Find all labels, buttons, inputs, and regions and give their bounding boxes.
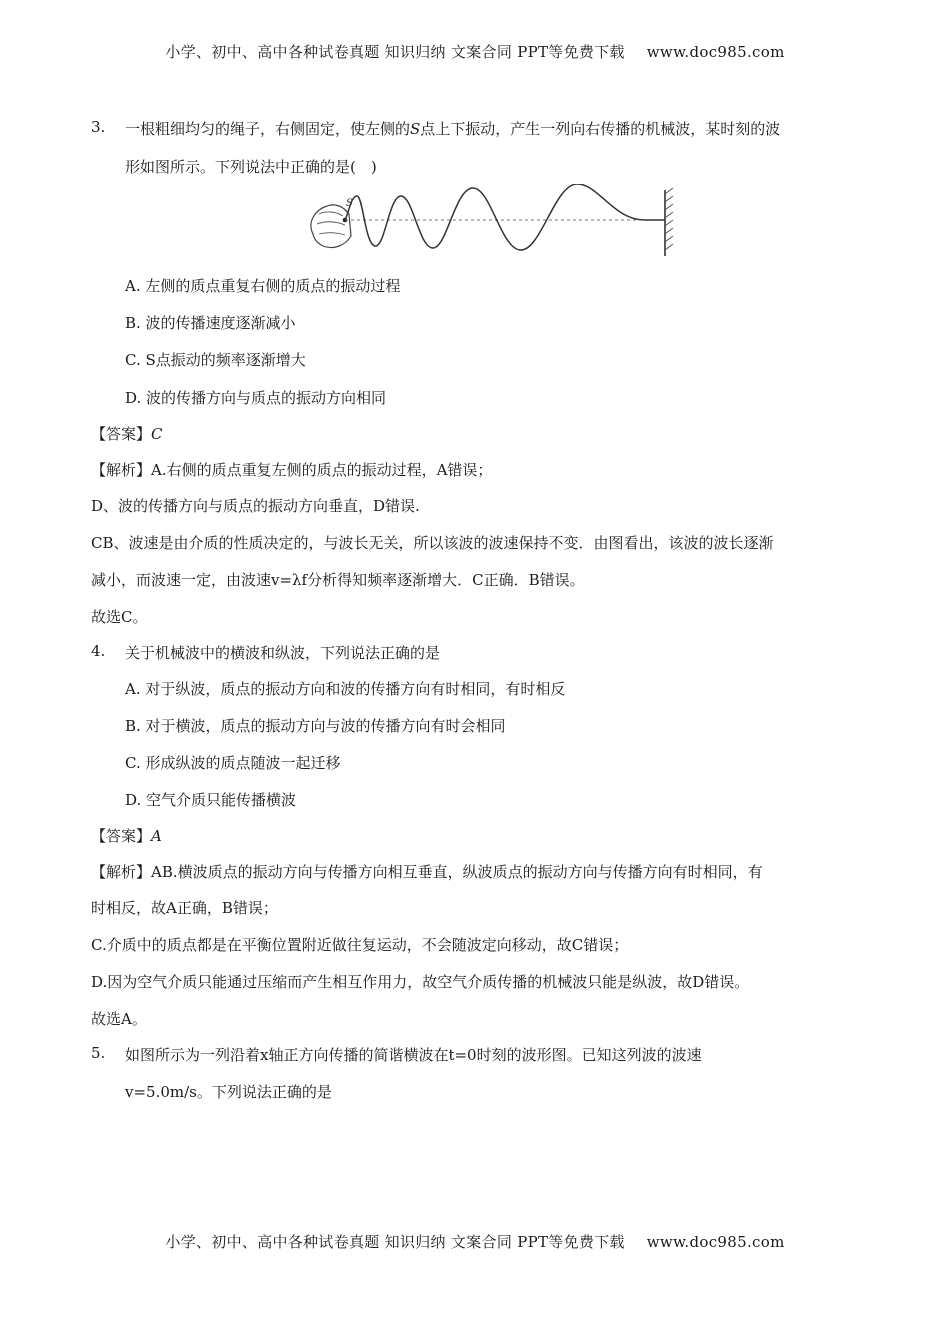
q3-analysis-3: CB、波速是由介质的性质决定的，与波长无关，所以该波的波速保持不变．由图看出，该波的波长逐渐 xyxy=(91,534,774,552)
q3-stem-line1: 一根粗细均匀的绳子，右侧固定，使左侧的S点上下振动，产生一列向右传播的机械波，某时刻的波 xyxy=(125,120,781,138)
q3-answer: 【答案】C xyxy=(91,425,163,443)
q4-analysis-5: 故选A。 xyxy=(91,1010,147,1028)
q5-stem-line1: 如图所示为一列沿着x轴正方向传播的简谐横波在t=0时刻的波形图。已知这列波的波速 xyxy=(125,1046,702,1064)
q3-option-a: A. 左侧的质点重复右侧的质点的振动过程 xyxy=(125,277,401,295)
q4-analysis-4: D.因为空气介质只能通过压缩而产生相互作用力，故空气介质传播的机械波只能是纵波，故D错误。 xyxy=(91,973,750,991)
q3-analysis-5: 故选C。 xyxy=(91,608,148,626)
header-text: 小学、初中、高中各种试卷真题 知识归纳 文案合同 PPT等免费下载 xyxy=(165,43,625,61)
q5-stem-line2: v=5.0m/s。下列说法正确的是 xyxy=(125,1083,332,1101)
q4-analysis-1: 【解析】AB.横波质点的振动方向与传播方向相互垂直，纵波质点的振动方向与传播方向有时相同，有 xyxy=(91,863,763,881)
wave-curve xyxy=(345,184,645,250)
figure-label-s: S xyxy=(346,198,353,209)
q4-option-a: A. 对于纵波，质点的振动方向和波的传播方向有时相同，有时相反 xyxy=(125,680,566,698)
q3-option-c: C. S点振动的频率逐渐增大 xyxy=(125,351,306,369)
q4-number: 4. xyxy=(91,642,106,660)
header-url: www.doc985.com xyxy=(646,43,785,61)
q4-answer: 【答案】A xyxy=(91,827,162,845)
q4-option-d: D. 空气介质只能传播横波 xyxy=(125,791,297,809)
q4-option-b: B. 对于横波，质点的振动方向与波的传播方向有时会相同 xyxy=(125,717,506,735)
q4-analysis-3: C.介质中的质点都是在平衡位置附近做往复运动，不会随波定向移动，故C错误； xyxy=(91,936,629,954)
q4-analysis-2: 时相反，故A正确，B错误； xyxy=(91,899,278,917)
footer-url: www.doc985.com xyxy=(646,1233,785,1251)
hand-icon xyxy=(311,205,351,248)
wave-figure xyxy=(305,184,685,264)
q3-analysis-1: 【解析】A.右侧的质点重复左侧的质点的振动过程，A错误； xyxy=(91,461,493,479)
page-footer xyxy=(0,1231,950,1252)
page-header xyxy=(0,41,950,62)
q4-option-c: C. 形成纵波的质点随波一起迁移 xyxy=(125,754,341,772)
q3-stem-line2: 形如图所示。下列说法中正确的是( ) xyxy=(125,158,377,176)
q3-option-b: B. 波的传播速度逐渐减小 xyxy=(125,314,296,332)
q3-analysis-4: 减小，而波速一定，由波速v=λf分析得知频率逐渐增大．C正确．B错误。 xyxy=(91,571,585,589)
q3-number: 3. xyxy=(91,118,106,136)
q4-stem: 关于机械波中的横波和纵波，下列说法正确的是 xyxy=(125,644,441,662)
footer-text: 小学、初中、高中各种试卷真题 知识归纳 文案合同 PPT等免费下载 xyxy=(165,1233,625,1251)
q3-option-d: D. 波的传播方向与质点的振动方向相同 xyxy=(125,389,387,407)
q3-analysis-2: D、波的传播方向与质点的振动方向垂直，D错误. xyxy=(91,497,420,515)
q5-number: 5. xyxy=(91,1044,106,1062)
